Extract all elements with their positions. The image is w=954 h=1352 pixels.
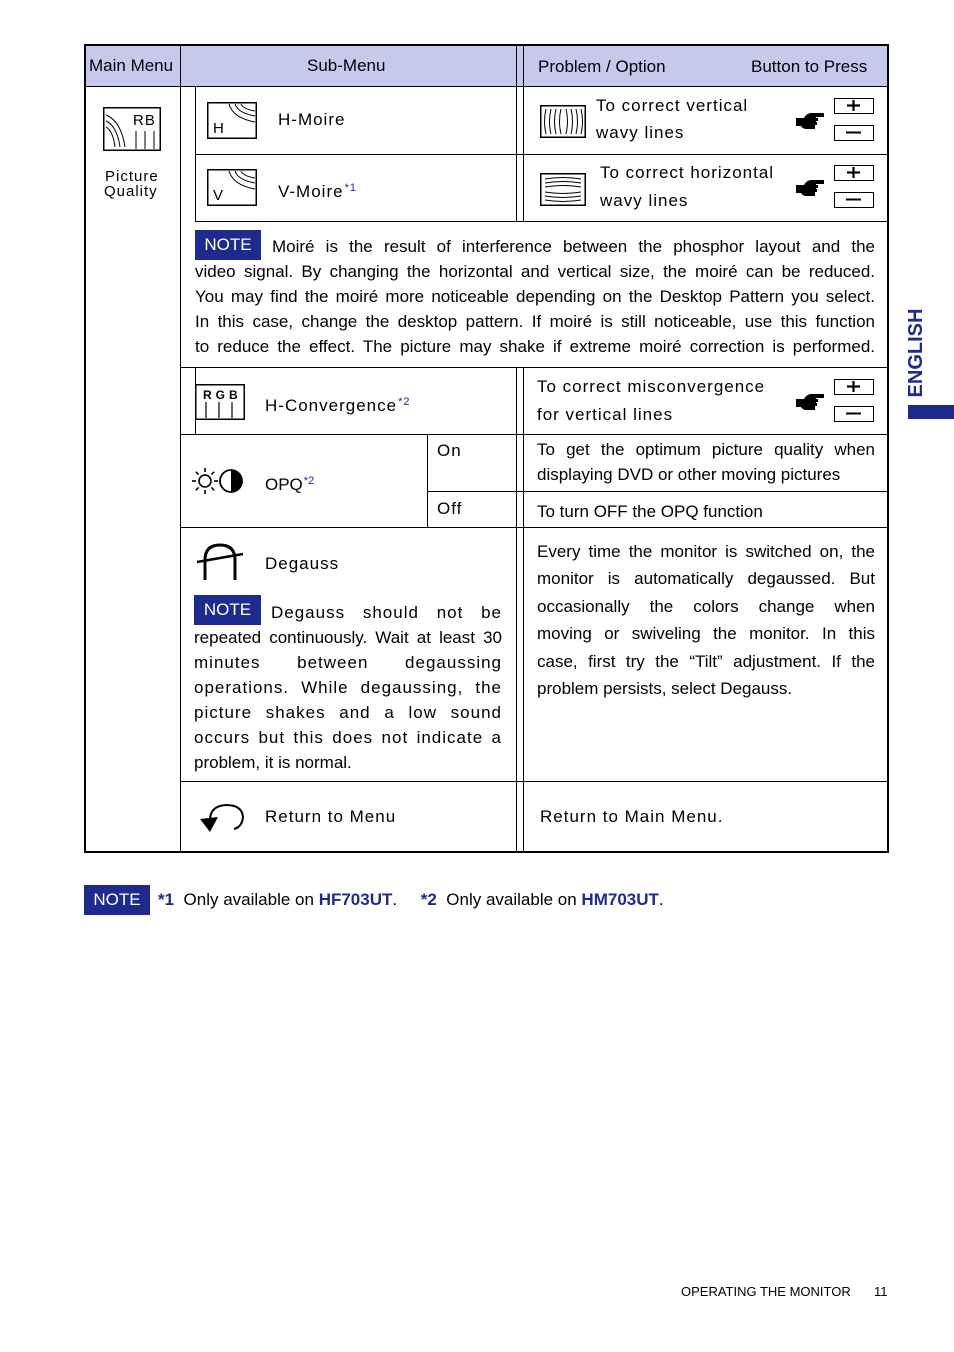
degauss-note-line: problem, it is normal. <box>194 753 352 772</box>
footer-section-title: OPERATING THE MONITOR <box>681 1284 851 1299</box>
degauss-note-text <box>194 600 502 775</box>
plus-button[interactable] <box>834 379 874 395</box>
v-moire-label-text: V-Moire <box>278 182 344 201</box>
footnote-text <box>158 891 664 909</box>
footnote-model-2: HM703UT <box>581 890 659 909</box>
plus-button[interactable] <box>834 165 874 181</box>
degauss-note-line: picture shakes and a low sound <box>194 703 502 722</box>
h-convergence-label-text: H-Convergence <box>265 396 398 415</box>
header-problem-option: Problem / Option <box>538 57 666 76</box>
degauss-note-line: occurs but this does not indicate a <box>194 728 502 747</box>
picture-quality-label-line2: Quality <box>104 183 158 200</box>
h-moire-desc-line1: To correct vertical <box>596 96 749 115</box>
h-moire-icon-letter: H <box>213 120 224 137</box>
footnote-text-1: Only available on <box>183 890 314 909</box>
degauss-icon <box>195 540 245 587</box>
picture-quality-icon <box>103 107 161 151</box>
degauss-note-line: Degauss should not be <box>271 603 502 622</box>
degauss-desc-line: moving or swiveling the monitor. In this <box>537 624 875 644</box>
h-convergence-icon-text: RGB <box>203 388 242 402</box>
vertical-wavy-icon <box>540 105 586 138</box>
h-convergence-desc-line2: for vertical lines <box>537 405 674 424</box>
opq-on-option: On <box>437 441 462 460</box>
h-convergence-icon <box>195 384 245 420</box>
english-tab-label: ENGLISH <box>905 308 927 398</box>
header-main-menu: Main Menu <box>89 56 174 75</box>
opq-off-option: Off <box>437 499 463 518</box>
header-button-to-press: Button to Press <box>751 57 868 76</box>
moire-note-text <box>195 234 875 359</box>
degauss-note-line: operations. While degaussing, the <box>194 678 502 697</box>
degauss-note-badge: NOTE <box>194 595 261 625</box>
h-convergence-desc-line1: To correct misconvergence <box>537 377 766 396</box>
degauss-desc-line: monitor is automatically degaussed. But <box>537 569 875 589</box>
v-moire-label <box>278 179 357 201</box>
minus-button[interactable] <box>834 192 874 208</box>
v-moire-icon <box>207 169 257 206</box>
picture-quality-label-line1: Picture <box>105 168 159 185</box>
degauss-desc-line: problem persists, select Degauss. <box>537 679 793 699</box>
picture-quality-icon-text: RB <box>133 112 156 129</box>
moire-note-line: Moiré is the result of interference between the phosphor layout and the <box>272 237 875 256</box>
degauss-desc-line: occasionally the colors change when <box>537 596 875 616</box>
opq-on-desc-line2: displaying DVD or other moving pictures <box>537 465 841 484</box>
footnote-model-1: HF703UT <box>318 890 393 909</box>
moire-note-badge: NOTE <box>195 230 261 260</box>
degauss-note-line: minutes between degaussing <box>194 653 502 672</box>
h-convergence-footnote-mark: *2 <box>398 396 411 408</box>
pointing-hand-icon <box>794 110 826 137</box>
minus-button[interactable] <box>834 406 874 422</box>
opq-icon <box>191 466 245 501</box>
h-convergence-label <box>265 393 410 415</box>
opq-on-desc-line1: To get the optimum picture quality when <box>537 440 875 459</box>
moire-note-line: to reduce the effect. The picture may shake if extreme moiré correction is performed. <box>195 337 875 356</box>
footnote-period-1: . <box>392 890 398 909</box>
footer-page-number: 11 <box>874 1284 888 1299</box>
footnote-period-2: . <box>658 890 664 909</box>
return-label: Return to Menu <box>265 807 397 826</box>
v-moire-icon-letter: V <box>213 187 224 204</box>
horizontal-wavy-icon <box>540 173 586 206</box>
h-moire-icon <box>207 102 257 139</box>
v-moire-footnote-mark: *1 <box>344 182 357 194</box>
pointing-hand-icon <box>794 177 826 204</box>
degauss-note-line: repeated continuously. Wait at least 30 <box>194 628 502 647</box>
footnote-mark-1: *1 <box>158 890 175 909</box>
opq-off-desc: To turn OFF the OPQ function <box>537 502 763 521</box>
v-moire-desc-line2: wavy lines <box>600 191 689 210</box>
plus-button[interactable] <box>834 98 874 114</box>
return-desc: Return to Main Menu. <box>540 807 724 826</box>
moire-note-line: video signal. By changing the horizontal and vertical size, the moiré can be reduced. <box>195 262 875 281</box>
opq-label <box>265 472 314 494</box>
footnote-note-badge: NOTE <box>84 885 150 915</box>
degauss-label: Degauss <box>265 554 340 573</box>
v-moire-desc-line1: To correct horizontal <box>600 163 775 182</box>
degauss-desc-line: case, first try the “Tilt” adjustment. If the <box>537 651 875 671</box>
header-sub-menu: Sub-Menu <box>307 56 386 75</box>
pointing-hand-icon <box>794 391 826 418</box>
degauss-desc-line: Every time the monitor is switched on, the <box>537 542 875 561</box>
h-moire-desc-line2: wavy lines <box>596 123 685 142</box>
degauss-desc <box>537 538 875 702</box>
moire-note-line: You may find the moiré more noticeable depending on the Desktop Pattern you select. <box>195 287 875 306</box>
footnote-text-2: Only available on <box>446 890 577 909</box>
opq-label-text: OPQ <box>265 475 303 494</box>
minus-button[interactable] <box>834 125 874 141</box>
return-arrow-icon <box>196 800 248 839</box>
opq-footnote-mark: *2 <box>303 475 315 487</box>
english-tab-bar <box>908 405 954 419</box>
h-moire-label: H-Moire <box>278 110 346 129</box>
moire-note-line: In this case, change the desktop pattern. If moiré is still noticeable, use this function <box>195 312 875 331</box>
footnote-mark-2: *2 <box>420 890 437 909</box>
